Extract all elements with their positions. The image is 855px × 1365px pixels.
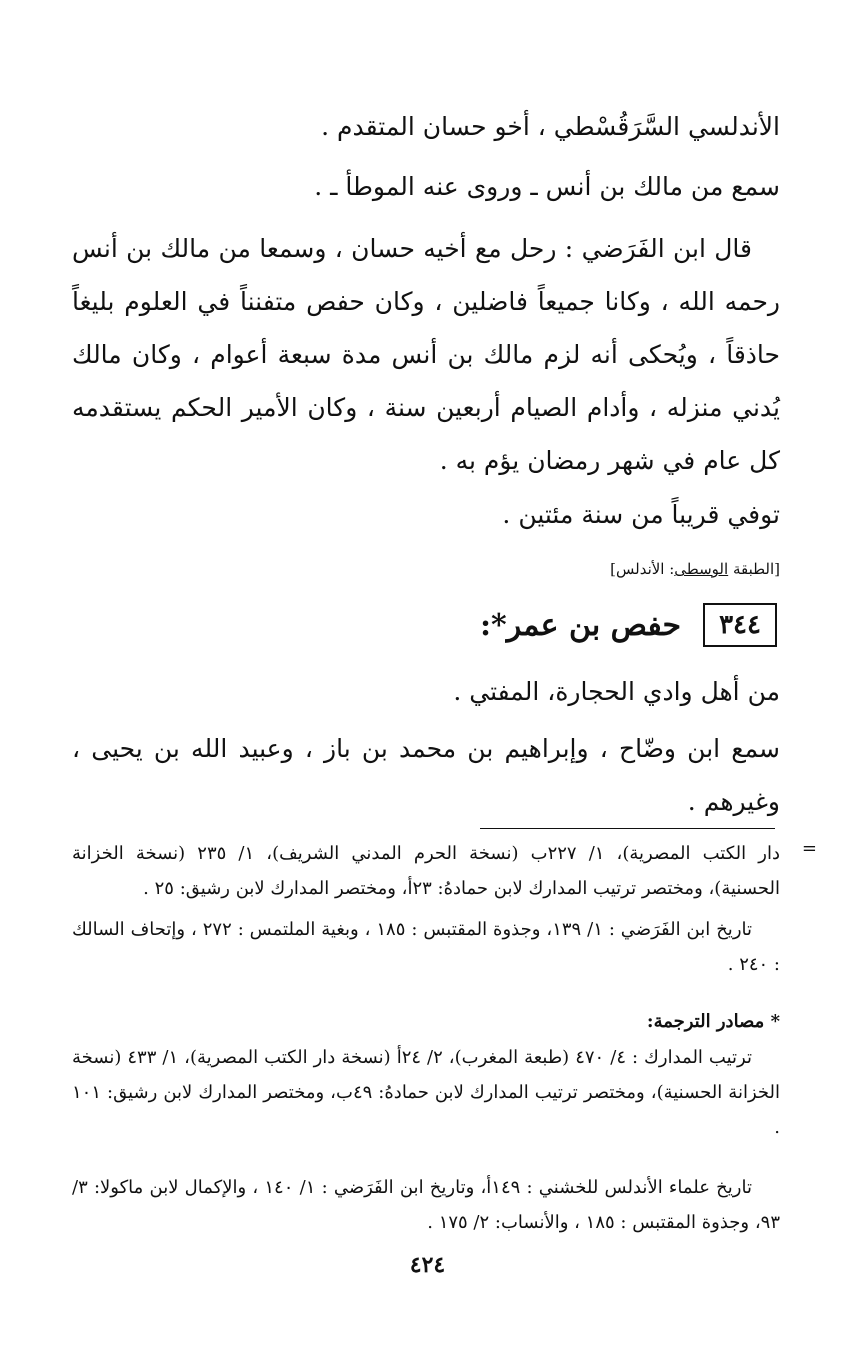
footnote-4: تاريخ علماء الأندلس للخشني : ١٤٩أ، وتاريخ ابن الفَرَضي : ١/ ١٤٠ ، والإكمال لابن ماكولا: ٣/ ٩٣، وجذوة المقتبس : ١٨٥ ، والأنساب: ٢/ ١٧٥ .: [72, 1177, 780, 1233]
footnote-rule: [480, 828, 775, 829]
entry-heading: [480, 603, 777, 647]
footnote-1: دار الكتب المصرية)، ١/ ٢٢٧ب (نسخة الحرم المدني الشريف)، ١/ ٢٣٥ (نسخة الخزانة الحسنية)، ومختصر ترتيب المدارك لابن حمادهُ: ٢٣أ، ومختصر المدارك لابن رشيق: ٢٥ .: [72, 843, 780, 899]
header-note-close: : الأندلس]: [610, 560, 675, 578]
death-note: توفي قريباً من سنة مئتين .: [502, 500, 780, 529]
entry-title: حفص بن عمر*:: [479, 607, 682, 643]
page-number: ٤٢٤: [409, 1252, 446, 1278]
entry-continuation-line-1: الأندلسي السَّرَقُسْطي ، أخو حسان المتقدم .: [321, 112, 780, 141]
biography-paragraph: قال ابن الفَرَضي : رحل مع أخيه حسان ، وسمعا من مالك بن أنس رحمه الله ، وكانا جميعاً فاضلين ، وكان حفص متفنناً في العلوم بليغاً حاذقاً ، ويُحكى أنه لزم مالك بن أنس مدة سبعة أعوام ، وكان مالك يُدني منزله ، وأدام الصيام أربعين سنة ، وكان الأمير الحكم يستقدمه كل عام في شهر رمضان يؤم به .: [72, 234, 780, 475]
entry-origin: من أهل وادي الحجارة، المفتي .: [453, 677, 780, 706]
header-note-underlined: الوسطى: [674, 560, 729, 578]
footnote-3: ترتيب المدارك : ٤/ ٤٧٠ (طبعة المغرب)، ٢/ ٢٤أ (نسخة دار الكتب المصرية)، ١/ ٤٣٣ (نسخة الخزانة الحسنية)، ومختصر ترتيب المدارك لابن حمادهُ: ٤٩ب، ومختصر المدارك لابن رشيق: ١٠١ .: [72, 1047, 780, 1138]
entry-number-box: ٣٤٤: [703, 603, 777, 647]
header-note-open: [الطبقة: [728, 560, 780, 578]
sources-heading: * مصادر الترجمة:: [646, 1011, 780, 1032]
entry-teachers: سمع ابن وضّاح ، وإبراهيم بن محمد بن باز ، وعبيد الله بن يحيى ، وغيرهم .: [72, 734, 780, 816]
footnote-2: تاريخ ابن الفَرَضي : ١/ ١٣٩، وجذوة المقتبس : ١٨٥ ، وبغية الملتمس : ٢٧٢ ، وإتحاف السالك : ٢٤٠ .: [72, 919, 780, 975]
footnote-continuation-mark: =: [801, 838, 817, 859]
section-header-note: [610, 560, 780, 578]
entry-continuation-line-2: سمع من مالك بن أنس ـ وروى عنه الموطأ ـ .: [314, 172, 780, 201]
